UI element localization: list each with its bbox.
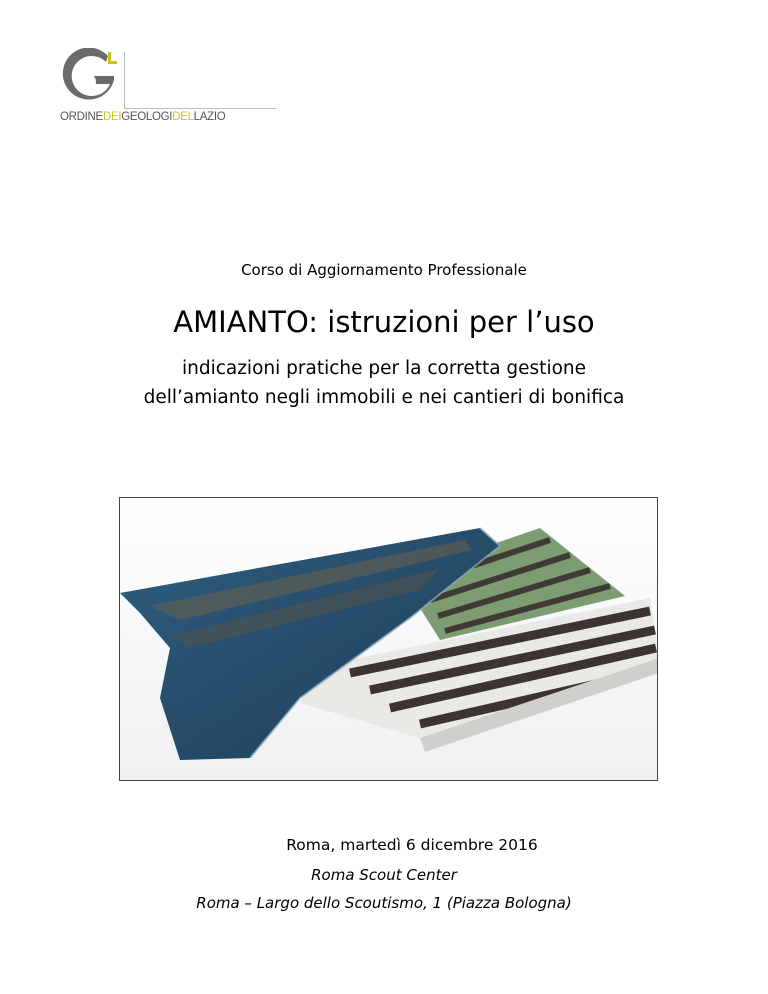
subtitle-line-1: indicazioni pratiche per la corretta gestione	[181, 358, 587, 379]
logo-wordmark: ORDINEDEIGEOLOGIDELLAZIO	[60, 111, 226, 123]
event-venue: Roma Scout Center	[311, 866, 457, 884]
logo-mark-icon	[60, 48, 124, 106]
logo-divider-vertical	[124, 52, 125, 108]
document-title: AMIANTO: istruzioni per l’uso	[173, 305, 595, 339]
photo-illustration	[120, 498, 658, 781]
course-label: Corso di Aggiornamento Professionale	[241, 261, 527, 279]
logo	[60, 48, 290, 138]
event-date: Roma, martedì 6 dicembre 2016	[286, 836, 538, 854]
subtitle-line-2: dell’amianto negli immobili e nei cantieri di bonifica	[143, 387, 625, 408]
logo-divider-horizontal	[124, 108, 276, 109]
asbestos-samples-photo	[119, 497, 658, 781]
event-address: Roma – Largo dello Scoutismo, 1 (Piazza Bologna)	[196, 894, 572, 912]
